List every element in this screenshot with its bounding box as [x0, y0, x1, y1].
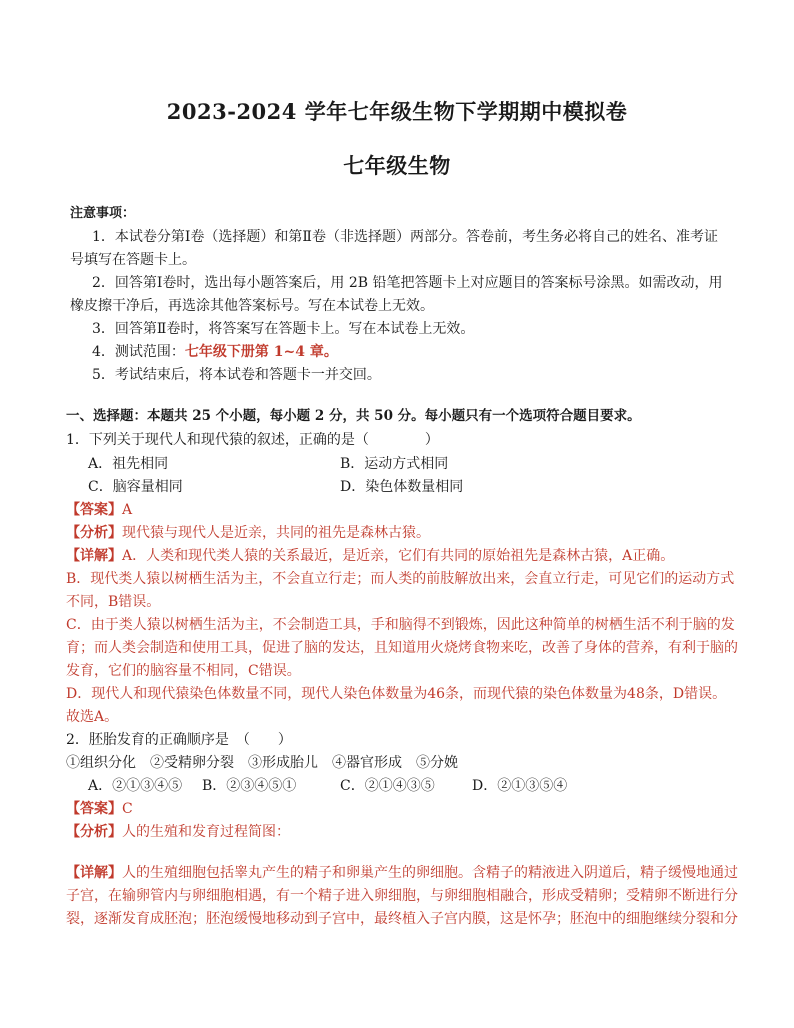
analysis-tag: 【分析】	[66, 525, 122, 541]
question-2-stem: 2．胚胎发育的正确顺序是 （ ）	[66, 732, 292, 748]
notice-item-5: 5．考试结束后，将本试卷和答题卡一并交回。	[92, 367, 381, 383]
detail-text: 人的生殖细胞包括睾丸产生的精子和卵巢产生的卵细胞。含精子的精液进入阴道后，精子缓慢地通过	[122, 865, 738, 881]
detail-c-line-1: C．由于类人猿以树栖生活为主，不会制造工具，手和脑得不到锻炼，因此这种简单的树栖生活不利于脑的发	[66, 617, 735, 633]
question-1-option-a: A．祖先相同	[88, 456, 169, 472]
detail-line-3: 裂，逐渐发育成胚泡；胚泡缓慢地移动到子宫中，最终植入子宫内膜，这是怀孕；胚泡中的细胞继续分裂和分	[66, 911, 738, 927]
detail-b-line-1: B．现代类人猿以树栖生活为主，不会直立行走；而人类的前肢解放出来，会直立行走，可见它们的运动方式	[66, 571, 735, 587]
detail-tag: 【详解】	[66, 548, 122, 564]
detail-b-line-2: 不同，B错误。	[66, 594, 161, 610]
notice-item-1-cont: 号填写在答题卡上。	[70, 252, 196, 268]
answer-tag: 【答案】	[66, 502, 122, 518]
detail-tag: 【详解】	[66, 865, 122, 881]
question-1-option-d: D．染色体数量相同	[340, 479, 464, 495]
question-1-stem: 1．下列关于现代人和现代猿的叙述，正确的是（ ）	[66, 432, 439, 448]
page-title: 2023-2024 学年七年级生物下学期期中模拟卷	[166, 99, 628, 124]
notice-item-2: 2．回答第Ⅰ卷时，选出每小题答案后，用 2B 铅笔把答题卡上对应题目的答案标号涂黑。如需改动，用	[92, 275, 723, 291]
question-2-option-d: D．②①③⑤④	[472, 778, 568, 794]
question-2-option-a: A．②①③④⑤	[88, 778, 183, 794]
notice-item-4-label: 4．测试范围：	[92, 344, 185, 360]
question-1-detail	[66, 547, 674, 565]
question-2-option-c: C．②①④③⑤	[340, 778, 435, 794]
question-1-option-b: B．运动方式相同	[340, 456, 449, 472]
conclusion: 故选A。	[66, 709, 119, 725]
question-2-detail	[66, 864, 738, 882]
analysis-text: 人的生殖和发育过程简图：	[122, 824, 290, 840]
answer-tag: 【答案】	[66, 801, 122, 817]
question-1-option-c: C．脑容量相同	[88, 479, 183, 495]
detail-text: A．人类和现代类人猿的关系最近，是近亲，它们有共同的原始祖先是森林古猿，A正确。	[122, 548, 675, 564]
question-2-items: ①组织分化 ②受精卵分裂 ③形成胎儿 ④器官形成 ⑤分娩	[66, 755, 458, 771]
section-heading: 一、选择题：本题共 25 个小题，每小题 2 分，共 50 分。每小题只有一个选项符合题目要求。	[66, 408, 641, 424]
notice-item-4	[92, 343, 338, 361]
detail-line-2: 子宫，在输卵管内与卵细胞相遇，有一个精子进入卵细胞，与卵细胞相融合，形成受精卵；受精卵不断进行分	[66, 888, 738, 904]
analysis-tag: 【分析】	[66, 824, 122, 840]
answer-value: C	[122, 801, 133, 817]
notice-item-3: 3．回答第Ⅱ卷时，将答案写在答题卡上。写在本试卷上无效。	[92, 321, 475, 337]
question-2-analysis	[66, 823, 290, 841]
test-range: 七年级下册第 1~4 章。	[184, 344, 338, 360]
notice-item-1: 1．本试卷分第Ⅰ卷（选择题）和第Ⅱ卷（非选择题）两部分。答卷前，考生务必将自己的姓名、准考证	[92, 229, 718, 245]
detail-c-line-2: 育；而人类会制造和使用工具，促进了脑的发达，且知道用火烧烤食物来吃，改善了身体的营养，有利于脑的	[66, 640, 738, 656]
question-2-answer	[66, 800, 133, 818]
detail-d-line: D．现代人和现代猿染色体数量不同，现代人染色体数量为46条，而现代猿的染色体数量为48条，D错误。	[66, 686, 727, 702]
notice-item-2-cont: 橡皮擦干净后，再选涂其他答案标号。写在本试卷上无效。	[70, 298, 434, 314]
detail-c-line-3: 发育，它们的脑容量不相同，C错误。	[66, 663, 301, 679]
question-2-option-b: B．②③④⑤①	[202, 778, 297, 794]
question-1-analysis	[66, 524, 430, 542]
answer-value: A	[122, 502, 133, 518]
question-1-answer	[66, 501, 132, 519]
notice-heading: 注意事项：	[70, 206, 136, 221]
page-subtitle: 七年级生物	[343, 153, 451, 178]
analysis-text: 现代猿与现代人是近亲，共同的祖先是森林古猿。	[122, 525, 430, 541]
